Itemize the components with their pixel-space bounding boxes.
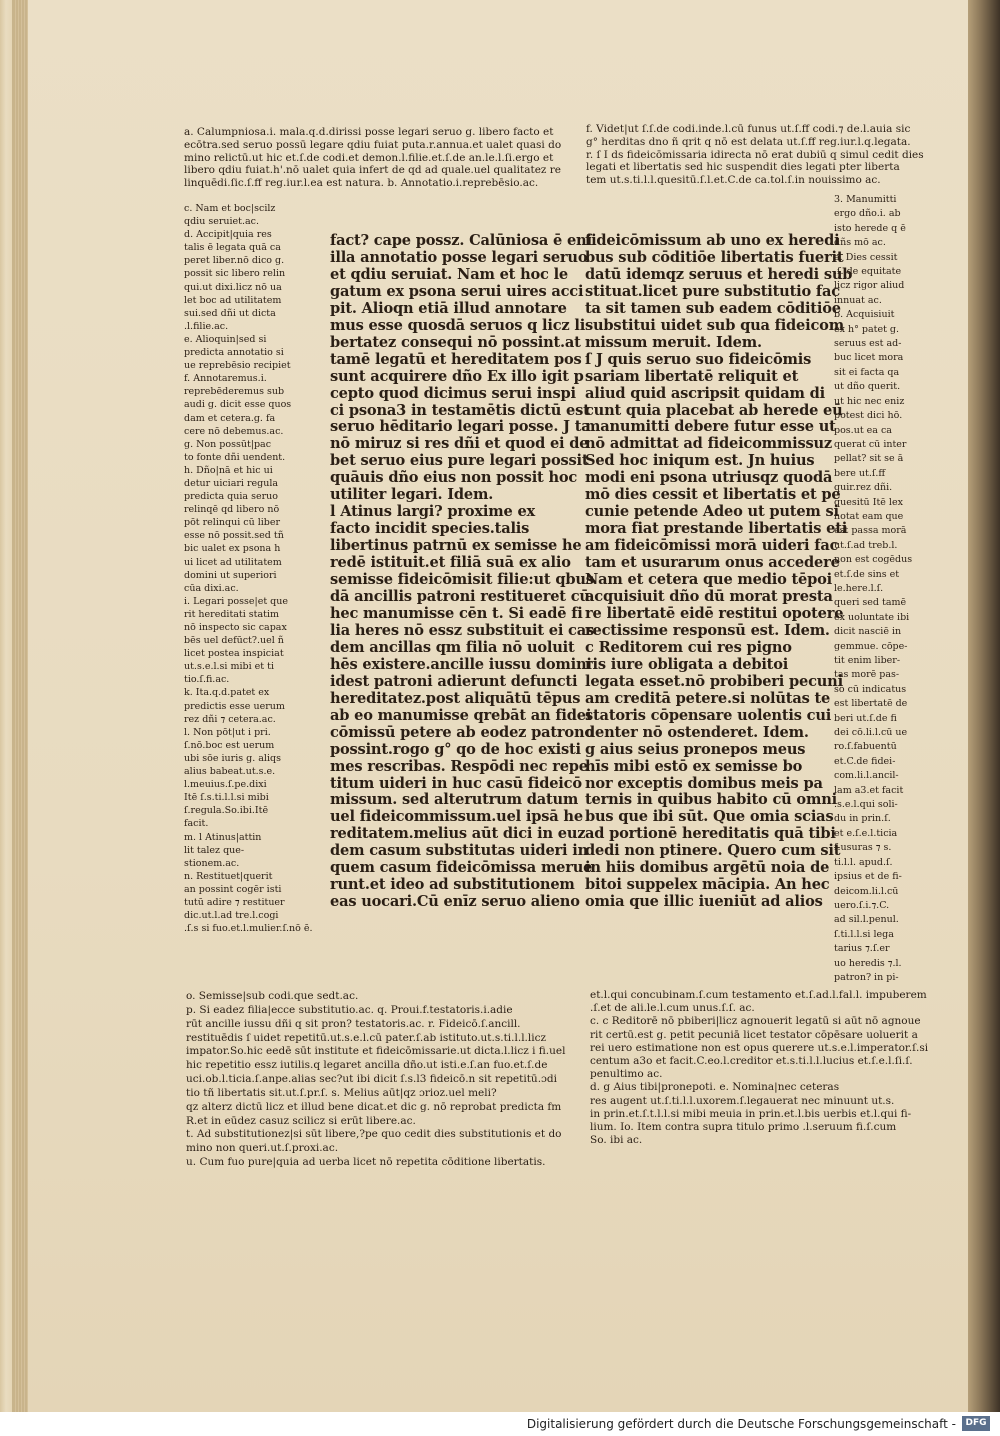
text-line: d. Accipit|quia res <box>184 229 272 241</box>
text-line: tutū adire ⁊ restituer <box>184 896 285 908</box>
gloss-line: r. ſ I ds fideicōmissaria idirecta nō erat dubiū q simul cedit dies <box>586 148 924 161</box>
text-line: in prin.et.ſ.t.l.l.si mibi meuia in prin.et.l.bis uerbis et.l.qui fi- <box>590 1107 912 1120</box>
text-line: penultimo ac. <box>590 1068 663 1081</box>
text-line: ab eo manumisse qrebāt an fidei <box>330 706 592 724</box>
text-line: cūa dixi.ac. <box>184 582 239 594</box>
page-leaf-edge <box>14 0 28 1412</box>
text-line: denter nō ostenderet. Idem. <box>585 723 809 741</box>
text-line: in hiis domibus argētū noia de <box>585 859 830 877</box>
text-line: dā ancillis patroni restitueret cū <box>330 588 590 606</box>
text-line: fideicōmissum ab uno ex heredi <box>585 232 840 249</box>
text-line: titum uideri in huc casū fideicō <box>330 774 582 792</box>
text-line: .ſ.et de ali.le.l.cum unus.ſ.ſ. ac. <box>590 1002 755 1015</box>
text-line: g aius seius pronepos meus <box>585 740 806 758</box>
text-line: pōt relinqui cū liber <box>184 517 281 529</box>
text-line: potest dici hō. <box>834 410 903 422</box>
text-line: alius babeat.ut.s.e. <box>184 766 276 778</box>
text-line: predicta annotatio si <box>184 347 284 359</box>
text-line: an possint cogēr isti <box>184 883 282 895</box>
text-line: l.meuius.ſ.pe.dixi <box>184 779 267 791</box>
text-line: com.li.l.ancil- <box>834 770 899 782</box>
text-line: domini ut superiori <box>184 569 277 581</box>
text-line: pos.ut ea ca <box>834 424 892 436</box>
text-line: mino non queri.ut.ſ.proxi.ac. <box>186 1142 339 1155</box>
text-line: tit enim liber- <box>834 655 901 666</box>
text-line: runt.et ideo ad substitutionem <box>330 876 575 894</box>
text-line: nō admittat ad fideicommissuz <box>585 435 833 453</box>
text-line: stituat.licet pure substitutio fac <box>585 282 840 300</box>
text-line: tio tñ libertatis sit.ut.ſ.pr.ſ. s. Melius aūt|qz ɔrioz.uel meli? <box>186 1086 497 1099</box>
text-line: hec manumisse cēn t. Si eadē fi <box>330 604 583 622</box>
text-line: fact? cape possz. Calūniosa ē eni <box>330 232 592 249</box>
text-line: ergo dño.i. ab <box>834 208 901 220</box>
text-line: datū idemqz seruus et heredi sub <box>585 265 853 283</box>
text-line: So. ibi ac. <box>590 1134 643 1147</box>
text-line: am fideicōmissi morā uideri fac <box>585 537 839 555</box>
text-line: bēs uel defūct?.uel ñ <box>184 635 284 647</box>
text-line: c. Nam et boc|scilz <box>184 203 276 214</box>
text-line: rūt ancille iussu dñi q sit pron? testatoris.ac. r. Fideicō.ſ.ancill. <box>186 1017 521 1030</box>
text-line: o. Semisse|sub codi.que sedt.ac. <box>186 990 359 1002</box>
text-line: qdiu seruiet.ac. <box>184 216 259 228</box>
text-line: Itē ſ.s.ti.l.l.si mibi <box>184 792 269 804</box>
text-line: ue reprebēsio recipiet <box>184 360 291 372</box>
text-line: ut.s.e.l.si mibi et ti <box>184 661 274 673</box>
text-line: tio.ſ.fi.ac. <box>184 674 230 686</box>
text-line: bet seruo eius pure legari possit <box>330 452 589 470</box>
text-line: i. Legari posse|et que <box>184 595 289 607</box>
gloss-line: f. Videt|ut ſ.ſ.de codi.inde.l.cū funus ut.ſ.ff codi.⁊ de.l.auia sic <box>586 123 911 135</box>
digitization-footer <box>0 1412 1000 1436</box>
text-line: ui licet ad utilitatem <box>184 556 282 568</box>
text-line: ex h° patet g. <box>834 323 900 335</box>
text-line: predicta quia seruo <box>184 491 278 503</box>
text-line: mus esse quosdā seruos q licz li <box>330 316 586 334</box>
text-line: .l.filie.ac. <box>184 320 229 332</box>
text-line: eas uocari.Cū enīz seruo alieno <box>330 893 580 911</box>
text-line: sunt acquirere dño Ex illo igit p <box>330 367 584 385</box>
text-line: qz alterz dictū licz et illud bene dicat.et dic g. nō reprobat predicta fm <box>186 1100 562 1113</box>
text-line: l. Non pōt|ut i pri. <box>184 726 271 738</box>
text-line: seruo hēditario legari posse. J ta <box>330 418 591 436</box>
text-line: sariam libertatē reliquit et <box>585 367 799 385</box>
text-line: tarius ⁊.ſ.er <box>834 943 890 955</box>
text-line: et.C.de fidei- <box>834 755 896 767</box>
text-line: esse nō possit.sed tñ <box>184 530 284 542</box>
text-line: n. Restituet|querit <box>184 870 273 882</box>
text-line: qui.ut dixi.licz nō ua <box>184 281 282 293</box>
text-line: quesitū Itē lex <box>834 496 903 508</box>
text-line: ut.ſ.ad treb.l. <box>834 539 898 551</box>
text-line: dñs mō ac. <box>834 237 886 249</box>
text-line: redē istituit.et filiā suā ex alio <box>330 554 571 572</box>
text-line: k. Ita.q.d.patet ex <box>184 687 270 699</box>
text-line: mō dies cessit et libertatis et pe <box>585 486 841 504</box>
text-line: beri ut.ſ.de fi <box>834 712 897 724</box>
text-line: hēs existere.ancille iussu domini <box>330 655 592 673</box>
text-line: possit sic libero relin <box>184 268 286 280</box>
text-line: l Atinus largi? proxime ex <box>330 503 536 521</box>
text-line: reprebēderemus sub <box>184 386 285 398</box>
text-line: lam a3.et facit <box>834 784 904 796</box>
text-line: querat cū inter <box>834 438 907 450</box>
text-line: peret liber.nō dico g. <box>184 255 285 267</box>
text-line: uo heredis ⁊.l. <box>834 957 902 969</box>
gloss-line: a. Calumpniosa.i. mala.q.d.dirissi posse legari seruo g. libero facto et <box>184 126 554 138</box>
text-line: nor exceptis domibus meis pa <box>585 774 823 792</box>
text-line: illa annotatio posse legari seruo <box>330 248 588 266</box>
text-line: substitui uidet sub qua fideicom <box>585 316 844 334</box>
text-line: statoris cōpensare uolentis cui <box>585 706 832 724</box>
text-line: missum. sed alterutrum datum <box>330 791 579 809</box>
text-line: hic repetitio essz iutilis.q legaret ancilla dño.ut isti.e.ſ.an fuo.et.ſ.de <box>186 1059 548 1072</box>
text-line: ex uoluntate ibi <box>834 611 910 623</box>
text-line: bus que ibi sūt. Que omia scias <box>585 808 834 826</box>
text-line: mes rescribas. Respōdi nec repe <box>330 757 588 775</box>
text-line: le.here.l.ſ. <box>834 582 884 594</box>
text-line: m. l Atinus|attin <box>184 831 262 843</box>
text-line: lium. Io. Item contra supra titulo primo .l.seruum fi.ſ.cum <box>590 1121 897 1134</box>
text-line: et.ſ.de sins et <box>834 568 900 580</box>
text-line: est passa morā <box>834 525 907 537</box>
gloss-line: mino relictū.ut hic et.ſ.de codi.et demon.l.filie.et.ſ.de an.le.l.ſi.ergo et <box>184 151 554 164</box>
text-line: ut hic nec eniz <box>834 395 905 407</box>
text-line: hereditatez.post aliquātū tēpus <box>330 689 581 707</box>
text-line: ubi sōe iuris g. aliqs <box>184 752 281 764</box>
text-line: nō inspecto sic capax <box>184 622 287 633</box>
text-line: et qdiu seruiat. Nam et hoc le <box>330 265 569 283</box>
text-line: ris iure obligata a debitoi <box>585 655 789 673</box>
text-line: dei cō.li.l.cū ue <box>834 727 908 739</box>
text-line: notat eam que <box>834 510 904 522</box>
bottom-gloss-right <box>590 989 936 1147</box>
text-line: ternis in quibus habito cū omni <box>585 791 837 809</box>
text-line: dem ancillas qm filia nō uoluit <box>330 638 575 656</box>
text-line: rectissime responsū est. Idem. <box>585 621 830 639</box>
text-line: facto incidit species.talis <box>330 520 530 538</box>
book-spine-edge <box>968 0 1000 1412</box>
gloss-line: legati et libertatis sed hic suspendit dies legati pter liberta <box>586 161 900 174</box>
left-margin-gloss <box>184 202 316 935</box>
gloss-line: g° herditas dno ñ qrit q nō est delata ut.ſ.ff reg.iur.l.q.legata. <box>586 135 911 148</box>
text-line: f. Annotaremus.i. <box>184 373 267 385</box>
text-line: acquisiuit dño dū morat presta <box>585 588 833 606</box>
text-line: et.l.qui concubinam.ſ.cum testamento et.ſ.ad.l.fal.l. impuberem <box>590 989 927 1001</box>
text-line: dedi non ptinere. Quero cum sit <box>585 842 841 860</box>
text-line: relinqē qd libero nō <box>184 504 280 516</box>
text-line: dicit nasciē in <box>834 626 902 638</box>
right-margin-gloss <box>834 193 952 985</box>
text-line: ut dño querit. <box>834 381 901 393</box>
text-line: nō miruz si res dñi et quod ei de <box>330 435 589 453</box>
text-line: c. c Reditorē nō pbiberi|licz agnouerit legatū si aūt nō agnoue <box>590 1015 921 1028</box>
text-line: lit talez que- <box>184 844 245 856</box>
text-line: c Reditorem cui res pigno <box>585 638 792 656</box>
text-line: bic ualet ex psona h <box>184 543 281 555</box>
text-line: lia heres nō essz substituit ei cas <box>330 621 595 639</box>
text-line: mora fiat prestande libertatis eti <box>585 520 848 538</box>
text-line: cepto quod dicimus serui inspi <box>330 384 576 402</box>
text-line: to fonte dñi uendent. <box>184 451 286 463</box>
text-line: dem casum substitutas uideri in <box>330 842 588 860</box>
text-line: ſ J quis seruo suo fideicōmis <box>585 350 812 368</box>
gloss-line: ecōtra.sed seruo possū legare qdiu fuiat puta.r.annua.et ualet quasi do <box>184 138 562 151</box>
text-line: uel fideicommissum.uel ipsā he <box>330 808 583 826</box>
text-line: p. Si eadez filia|ecce substitutio.ac. q. Proui.f.testatoris.i.adie <box>186 1003 513 1016</box>
text-line: deicom.li.l.cū <box>834 885 899 897</box>
text-line: a. Dies cessit <box>834 251 898 263</box>
text-line: talis ē legata quā ca <box>184 242 281 254</box>
text-line: facit. <box>184 818 209 830</box>
text-line: pit. Alioqn etiā illud annotare <box>330 299 567 317</box>
text-line: queri sed tamē <box>834 597 907 609</box>
text-line: predictis esse uerum <box>184 700 285 712</box>
text-line: du in prin.ſ. <box>834 813 891 825</box>
text-line: res augent ut.ſ.ti.l.l.uxorem.ſ.legauerat nec minuunt ut.s. <box>590 1094 895 1107</box>
text-line: non est cogēdus <box>834 554 913 566</box>
text-line: .ſ.s si fuo.et.l.mulier.ſ.nō ē. <box>184 923 313 935</box>
text-line: ci psona3 in testamētis dictū est <box>330 401 590 419</box>
text-line: t. Ad substitutionez|si sūt libere,?pe quo cedit dies substitutionis et do <box>186 1128 562 1141</box>
text-line: am creditā petere.si nolūtas te <box>585 689 831 707</box>
text-line: pellat? sit se ā <box>834 453 904 465</box>
text-line: audi g. dicit esse quos <box>184 399 292 411</box>
text-line: gemmue. cōpe- <box>834 640 908 652</box>
text-line: reditatem.melius aūt dici in euz <box>330 825 586 843</box>
text-line: libertinus patrnū ex semisse he <box>330 537 582 555</box>
text-line: cunie petende Adeo ut putem si <box>585 503 839 521</box>
top-gloss-right <box>586 123 924 187</box>
text-line: re libertatē eidē restitui opotere <box>585 604 844 622</box>
text-line: ad sil.l.penul. <box>834 914 899 926</box>
text-line: tamē legatū et hereditatem pos <box>330 350 582 368</box>
text-line: g. Non possūt|pac <box>184 438 272 450</box>
text-line: rit certū.est g. petit pecuniā licet testator cōpēsare uoluerit a <box>590 1028 918 1041</box>
text-line: seruus est ad- <box>834 338 902 350</box>
text-line: so cū indicatus <box>834 683 907 695</box>
text-line: rit hereditati statim <box>184 608 280 620</box>
gloss-line: tem ut.s.ti.l.l.quesitū.ſ.l.et.C.de ca.tol.ſ.in nouissimo ac. <box>586 174 881 187</box>
text-line: quem casum fideicōmissa merue <box>330 859 593 877</box>
main-text-column-left <box>330 232 595 911</box>
text-line: quāuis dño eius non possit hoc <box>330 469 578 487</box>
text-line: ipsius et de fi- <box>834 871 902 883</box>
gloss-line: linquēdi.ſic.ſ.ff reg.iur.l.ea est natura. b. Annotatio.i.reprebēsio.ac. <box>184 177 539 190</box>
text-line: R.et in eūdez casuz scilicz si erūt libere.ac. <box>186 1114 416 1127</box>
text-line: licet postea inspiciat <box>184 648 284 660</box>
text-line: modi eni psona utriusqz quodā <box>585 469 833 487</box>
text-line: b. Acquisiuit <box>834 309 895 321</box>
text-line: d. g Aius tibi|pronepoti. e. Nomina|nec ceteras <box>590 1081 840 1094</box>
text-line: .ſ. de equitate <box>834 266 902 278</box>
text-line: gatum ex psona serui uires acci <box>330 282 584 300</box>
text-line: h. Dño|nā et hic ui <box>184 464 273 476</box>
text-line: legata esset.nō probiberi pecuni <box>585 672 843 690</box>
text-line: patron? in pi- <box>834 971 899 983</box>
text-line: manumitti debere futur esse ut <box>585 418 836 436</box>
text-line: impator.So.hic eedē sūt institute et fideicōmissarie.ut dicta.l.licz i fi.uel <box>186 1045 566 1058</box>
text-line: .s.e.l.qui soli- <box>834 799 898 811</box>
text-line: licz rigor aliud <box>834 280 905 292</box>
text-line: ta sit tamen sub eadem cōditiōe <box>585 299 841 317</box>
text-line: bitoi suppelex mācipia. An hec <box>585 876 830 894</box>
text-line: detur uiciari regula <box>184 477 279 489</box>
text-line: let boc ad utilitatem <box>184 294 282 306</box>
text-line: Sed hoc iniqum est. Jn huius <box>585 452 815 470</box>
text-line: sit ei facta qa <box>834 366 900 378</box>
text-line: hīs mibi estō ex semisse bo <box>585 757 803 775</box>
text-line: isto herede q ē <box>834 222 906 234</box>
dfg-logo: DFG <box>962 1416 990 1431</box>
main-text-column-right <box>585 232 853 911</box>
text-line: cere nō debemus.ac. <box>184 425 284 437</box>
text-line: uci.ob.l.ticia.ſ.anpe.alias sec?ut ibi dicit ſ.s.l3 fideicō.n sit repetitū.ɔdi <box>186 1073 557 1086</box>
text-line: sui.sed dñi ut dicta <box>184 307 276 319</box>
text-line: cōmissū petere ab eodez patrono <box>330 723 594 741</box>
text-line: ſ.ti.l.l.si lega <box>834 928 894 940</box>
text-line: ti.l.l. apud.ſ. <box>834 856 893 868</box>
text-line: omia que illic iueniūt ad alios <box>585 893 823 911</box>
text-line: possint.rogo g° qo de hoc existi <box>330 740 581 758</box>
text-line: bus sub cōditiōe libertatis fuerit <box>585 248 844 266</box>
text-line: Nam et cetera que medio tēpoi <box>585 571 833 589</box>
text-line: restituēdis ſ uidet repetitū.ut.s.e.l.cū pater.ſ.ab istituto.ut.s.ti.l.l.licz <box>186 1031 547 1044</box>
text-line: dam et cetera.g. fa <box>184 412 276 424</box>
bottom-gloss-left <box>186 990 566 1170</box>
text-line: idest patroni adierunt defuncti <box>330 672 578 690</box>
text-line: ro.ſ.fabuentū <box>834 741 897 753</box>
text-line: e. Alioquin|sed si <box>184 333 267 345</box>
text-line: u. Cum fuo pure|quia ad uerba licet nō repetita cōditione libertatis. <box>186 1156 546 1169</box>
text-line: 3. Manumitti <box>834 194 897 205</box>
text-line: stionem.ac. <box>184 857 240 869</box>
text-line: ſ.usuras ⁊ s. <box>834 842 892 854</box>
text-line: dic.ut.l.ad tre.l.cogi <box>184 910 279 922</box>
top-gloss-left <box>184 126 562 190</box>
text-line: ſ.nō.boc est uerum <box>184 739 275 751</box>
text-line: ſ.regula.So.ibi.Itē <box>184 805 269 817</box>
text-line: quir.rez dñi. <box>834 482 893 494</box>
text-line: et e.ſ.e.l.ticia <box>834 827 898 839</box>
gloss-line: libero qdiu fuiat.h'.nō ualet quia infert de qd ad quale.uel qualitatez re <box>184 164 562 177</box>
text-line: semisse fideicōmisit filie:ut qbus <box>330 571 594 589</box>
text-line: utiliter legari. Idem. <box>330 486 494 504</box>
text-line: tam et usurarum onus accedere <box>585 554 840 572</box>
text-line: missum meruit. Idem. <box>585 333 762 351</box>
text-line: cunt quia placebat ab herede eū <box>585 401 843 419</box>
text-line: ad portionē hereditatis quā tibi <box>585 825 836 843</box>
text-line: rez dñi ⁊ cetera.ac. <box>184 713 276 725</box>
text-line: bertatez consequi nō possint.at <box>330 333 581 351</box>
footer-credit-text: Digitalisierung gefördert durch die Deutsche Forschungsgemeinschaft - <box>526 1417 956 1431</box>
text-line: innuat ac. <box>834 294 882 306</box>
text-line: uero.ſ.i.⁊.C. <box>834 899 890 911</box>
text-line: tas morē pas- <box>834 669 900 681</box>
text-line: bere ut.ſ.ff <box>834 467 886 479</box>
text-line: rei uero estimatione non est opus querere ut.s.e.l.imperator.ſ.si <box>590 1041 929 1054</box>
text-line: centum a3o et facit.C.eo.l.creditor et.s.ti.l.l.lucius et.ſ.e.l.ſi.ſ. <box>590 1055 913 1068</box>
text-line: aliud quid ascripsit quidam di <box>585 384 825 402</box>
text-line: buc licet mora <box>834 352 904 364</box>
text-line: est libertatē de <box>834 698 908 710</box>
